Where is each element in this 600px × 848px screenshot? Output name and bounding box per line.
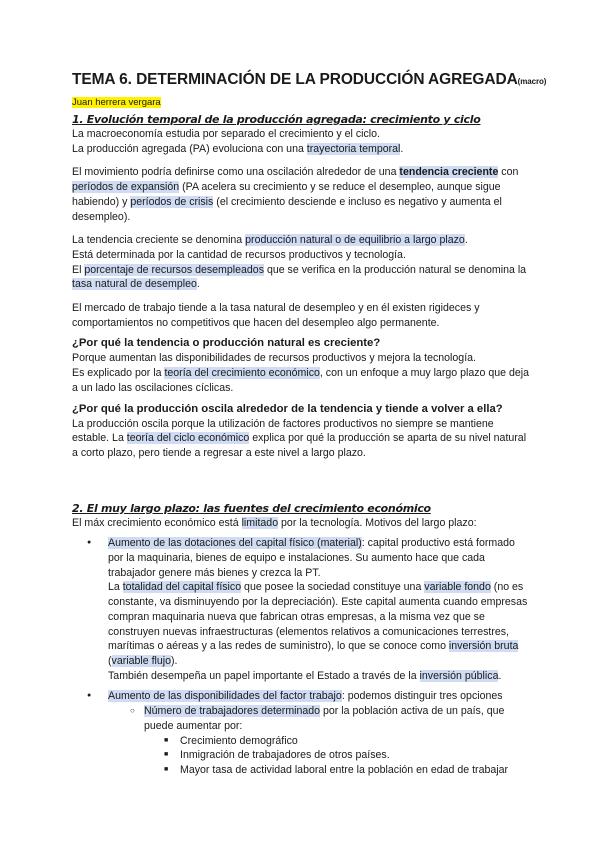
highlight: Aumento de las dotaciones del capital físico (material)	[108, 537, 362, 550]
highlight: tendencia creciente	[399, 166, 499, 179]
paragraph: Está determinada por la cantidad de recursos productivos y tecnología.	[72, 248, 406, 261]
title-main: TEMA 6. DETERMINACIÓN DE LA PRODUCCIÓN AGREGADA	[72, 71, 518, 88]
highlight: inversión pública	[419, 669, 499, 682]
paragraph: El mercado de trabajo tiende a la tasa natural de desempleo y en él existen rigideces y comportamientos no competitivos que hacen del desempleo algo permanente.	[72, 302, 480, 329]
highlight: teoría del ciclo económico	[126, 432, 250, 445]
highlight: teoría del crecimiento económico	[164, 367, 320, 380]
highlight: limitado	[241, 516, 279, 529]
title-suffix: (macro)	[517, 77, 547, 86]
highlight: variable flujo	[111, 654, 172, 667]
paragraph: El máx crecimiento económico está limitado por la tecnología. Motivos del largo plazo:	[72, 516, 477, 529]
sub-sub-list-item: ■ Inmigración de trabajadores de otros países.	[72, 748, 532, 763]
paragraph: El porcentaje de recursos desempleados que se verifica en la producción natural se denomina la tasa natural de desempleo.	[72, 263, 527, 291]
bullet-list	[72, 689, 532, 777]
sub-sub-list-item: ■ Mayor tasa de actividad laboral entre la población en edad de trabajar	[72, 763, 532, 778]
bullet-list	[72, 536, 532, 683]
paragraph: Porque aumentan las disponibilidades de recursos productivos y mejora la tecnología.	[72, 352, 476, 365]
list-item: ● Aumento de las disponibilidades del factor trabajo: podemos distinguir tres opciones	[72, 689, 532, 704]
document-page	[72, 70, 547, 778]
highlight: totalidad del capital físico	[122, 581, 242, 594]
highlight: porcentaje de recursos desempleados	[84, 263, 264, 276]
highlight: períodos de crisis	[130, 195, 214, 208]
paragraph: La producción agregada (PA) evoluciona con una trayectoria temporal.	[72, 142, 404, 155]
highlight: inversión bruta	[448, 640, 519, 653]
sub-sub-list-item: ■ Crecimiento demográfico	[72, 734, 532, 749]
section-2-heading: 2. El muy largo plazo: las fuentes del crecimiento económico	[72, 501, 431, 515]
highlight: trayectoria temporal	[306, 142, 401, 155]
paragraph: La macroeconomía estudia por separado el crecimiento y el ciclo.	[72, 128, 380, 140]
paragraph: La tendencia creciente se denomina producción natural o de equilibrio a largo plazo.	[72, 234, 468, 247]
paragraph: Es explicado por la teoría del crecimiento económico, con un enfoque a muy largo plazo que deja a un lado las oscilaciones cíclicas.	[72, 367, 529, 394]
list-item: ● Aumento de las dotaciones del capital físico (material): capital productivo está formado por la maquinaria, bienes de equipo e instalaciones. Su aumento hace que cada trabajador genere más bienes y crezca la PT. La totalidad del capital físico que posee la sociedad constituye una variable fondo (no es constante, va disminuyendo por la depreciación). Este capital aumenta cuando empresas compran maquinaria nueva que fabrican otras empresas, a la misma vez que se construyen nuevas infraestructuras (elementos relativos a comunicaciones terrestres, marítimas o aéreas y a las redes de suministro), lo que se conoce como inversión bruta (variable flujo). También desempeña un papel importante el Estado a través de la inversión pública.	[72, 536, 532, 683]
author-name: Juan herrera vergara	[72, 97, 161, 108]
highlight: tasa natural de desempleo	[72, 278, 197, 291]
highlight: Número de trabajadores determinado	[144, 705, 321, 718]
section-1-heading: 1. Evolución temporal de la producción agregada: crecimiento y ciclo	[72, 113, 481, 126]
highlight: variable fondo	[424, 581, 491, 594]
highlight: producción natural o de equilibrio a largo plazo	[245, 234, 465, 247]
sub-list-item: ○ Número de trabajadores determinado por la población activa de un país, que puede aumentar por:	[72, 704, 532, 733]
paragraph: El movimiento podría definirse como una oscilación alrededor de una tendencia creciente con períodos de expansión (PA acelera su crecimiento y se reduce el desempleo, aunque sigue habiendo) y períodos de crisis (el crecimiento desciende e incluso es negativo y aumenta el desempleo).	[72, 166, 519, 223]
document-title	[72, 70, 547, 92]
question-heading: ¿Por qué la producción oscila alrededor de la tendencia y tiende a volver a ella?	[72, 402, 503, 415]
highlight: Aumento de las disponibilidades del factor trabajo	[108, 690, 342, 703]
highlight: períodos de expansión	[72, 181, 180, 194]
question-heading: ¿Por qué la tendencia o producción natural es creciente?	[72, 337, 381, 350]
paragraph: La producción oscila porque la utilización de factores productivos no siempre se mantiene estable. La teoría del ciclo económico explica por qué la producción se aparta de su nivel natural a corto plazo, pero tiende a regresar a este nivel a largo plazo.	[72, 417, 527, 459]
